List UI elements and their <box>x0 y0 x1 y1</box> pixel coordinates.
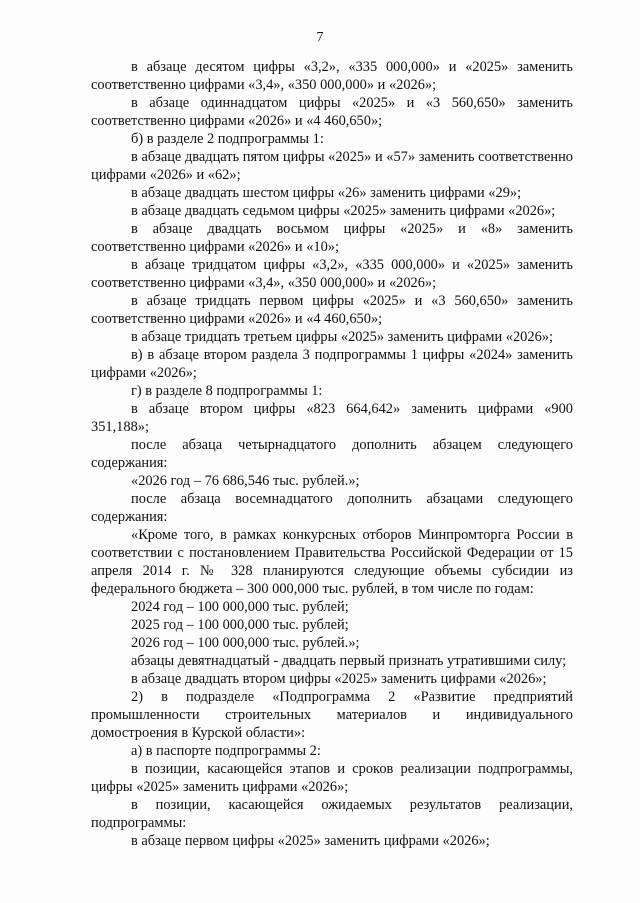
paragraph: в абзаце тридцатом цифры «3,2», «335 000,000» и «2025» заменить соответственно цифрами «3,4», «350 000,000» и «2026»; <box>91 257 573 291</box>
paragraph: в абзаце тридцать третьем цифры «2025» заменить цифрами «2026»; <box>131 329 553 345</box>
paragraph: 2024 год – 100 000,000 тыс. рублей; <box>131 599 349 615</box>
paragraph: в абзаце двадцать восьмом цифры «2025» и «8» заменить соответственно цифрами «2026» и «10»; <box>91 221 573 255</box>
document-body <box>91 58 573 850</box>
paragraph: в позиции, касающейся ожидаемых результатов реализации, подпрограммы: <box>91 797 573 831</box>
paragraph: абзацы девятнадцатый - двадцать первый признать утратившими силу; <box>131 653 567 669</box>
paragraph: г) в разделе 8 подпрограммы 1: <box>131 383 323 399</box>
paragraph: 2026 год – 100 000,000 тыс. рублей.»; <box>131 635 360 651</box>
paragraph: б) в разделе 2 подпрограммы 1: <box>131 131 324 147</box>
paragraph: в абзаце первом цифры «2025» заменить цифрами «2026»; <box>131 833 490 849</box>
paragraph: «Кроме того, в рамках конкурсных отборов Минпромторга России в соответствии с постановлением Правительства Российской Федерации от 15 апреля 2014 г. № 328 планируются следующие объемы субсидии из федерального бюджета – 300 000,000 тыс. рублей, в том числе по годам: <box>91 527 573 597</box>
paragraph: в абзаце тридцать первом цифры «2025» и «3 560,650» заменить соответственно цифрами «2026» и «4 460,650»; <box>91 293 573 327</box>
paragraph: в абзаце двадцать седьмом цифры «2025» заменить цифрами «2026»; <box>131 203 556 219</box>
paragraph: в абзаце втором цифры «823 664,642» заменить цифрами «900 351,188»; <box>91 401 573 435</box>
page-number: 7 <box>316 30 324 45</box>
paragraph: в позиции, касающейся этапов и сроков реализации подпрограммы, цифры «2025» заменить цифрами «2026»; <box>91 761 573 795</box>
paragraph: после абзаца четырнадцатого дополнить абзацем следующего содержания: <box>91 437 573 471</box>
paragraph: в) в абзаце втором раздела 3 подпрограммы 1 цифры «2024» заменить цифрами «2026»; <box>91 347 573 381</box>
paragraph: «2026 год – 76 686,546 тыс. рублей.»; <box>131 473 360 489</box>
paragraph: 2) в подразделе «Подпрограмма 2 «Развитие предприятий промышленности строительных материалов и индивидуального домостроения в Курской области»: <box>91 689 573 741</box>
paragraph: а) в паспорте подпрограммы 2: <box>131 743 321 759</box>
paragraph: 2025 год – 100 000,000 тыс. рублей; <box>131 617 349 633</box>
paragraph: в абзаце двадцать втором цифры «2025» заменить цифрами «2026»; <box>131 671 547 687</box>
paragraph: в абзаце одиннадцатом цифры «2025» и «3 560,650» заменить соответственно цифрами «2026» и «4 460,650»; <box>91 95 573 129</box>
paragraph: в абзаце двадцать пятом цифры «2025» и «57» заменить соответственно цифрами «2026» и «62»; <box>91 149 573 183</box>
paragraph: в абзаце десятом цифры «3,2», «335 000,000» и «2025» заменить соответственно цифрами «3,4», «350 000,000» и «2026»; <box>91 59 573 93</box>
paragraph: в абзаце двадцать шестом цифры «26» заменить цифрами «29»; <box>131 185 522 201</box>
paragraph: после абзаца восемнадцатого дополнить абзацами следующего содержания: <box>91 491 573 525</box>
